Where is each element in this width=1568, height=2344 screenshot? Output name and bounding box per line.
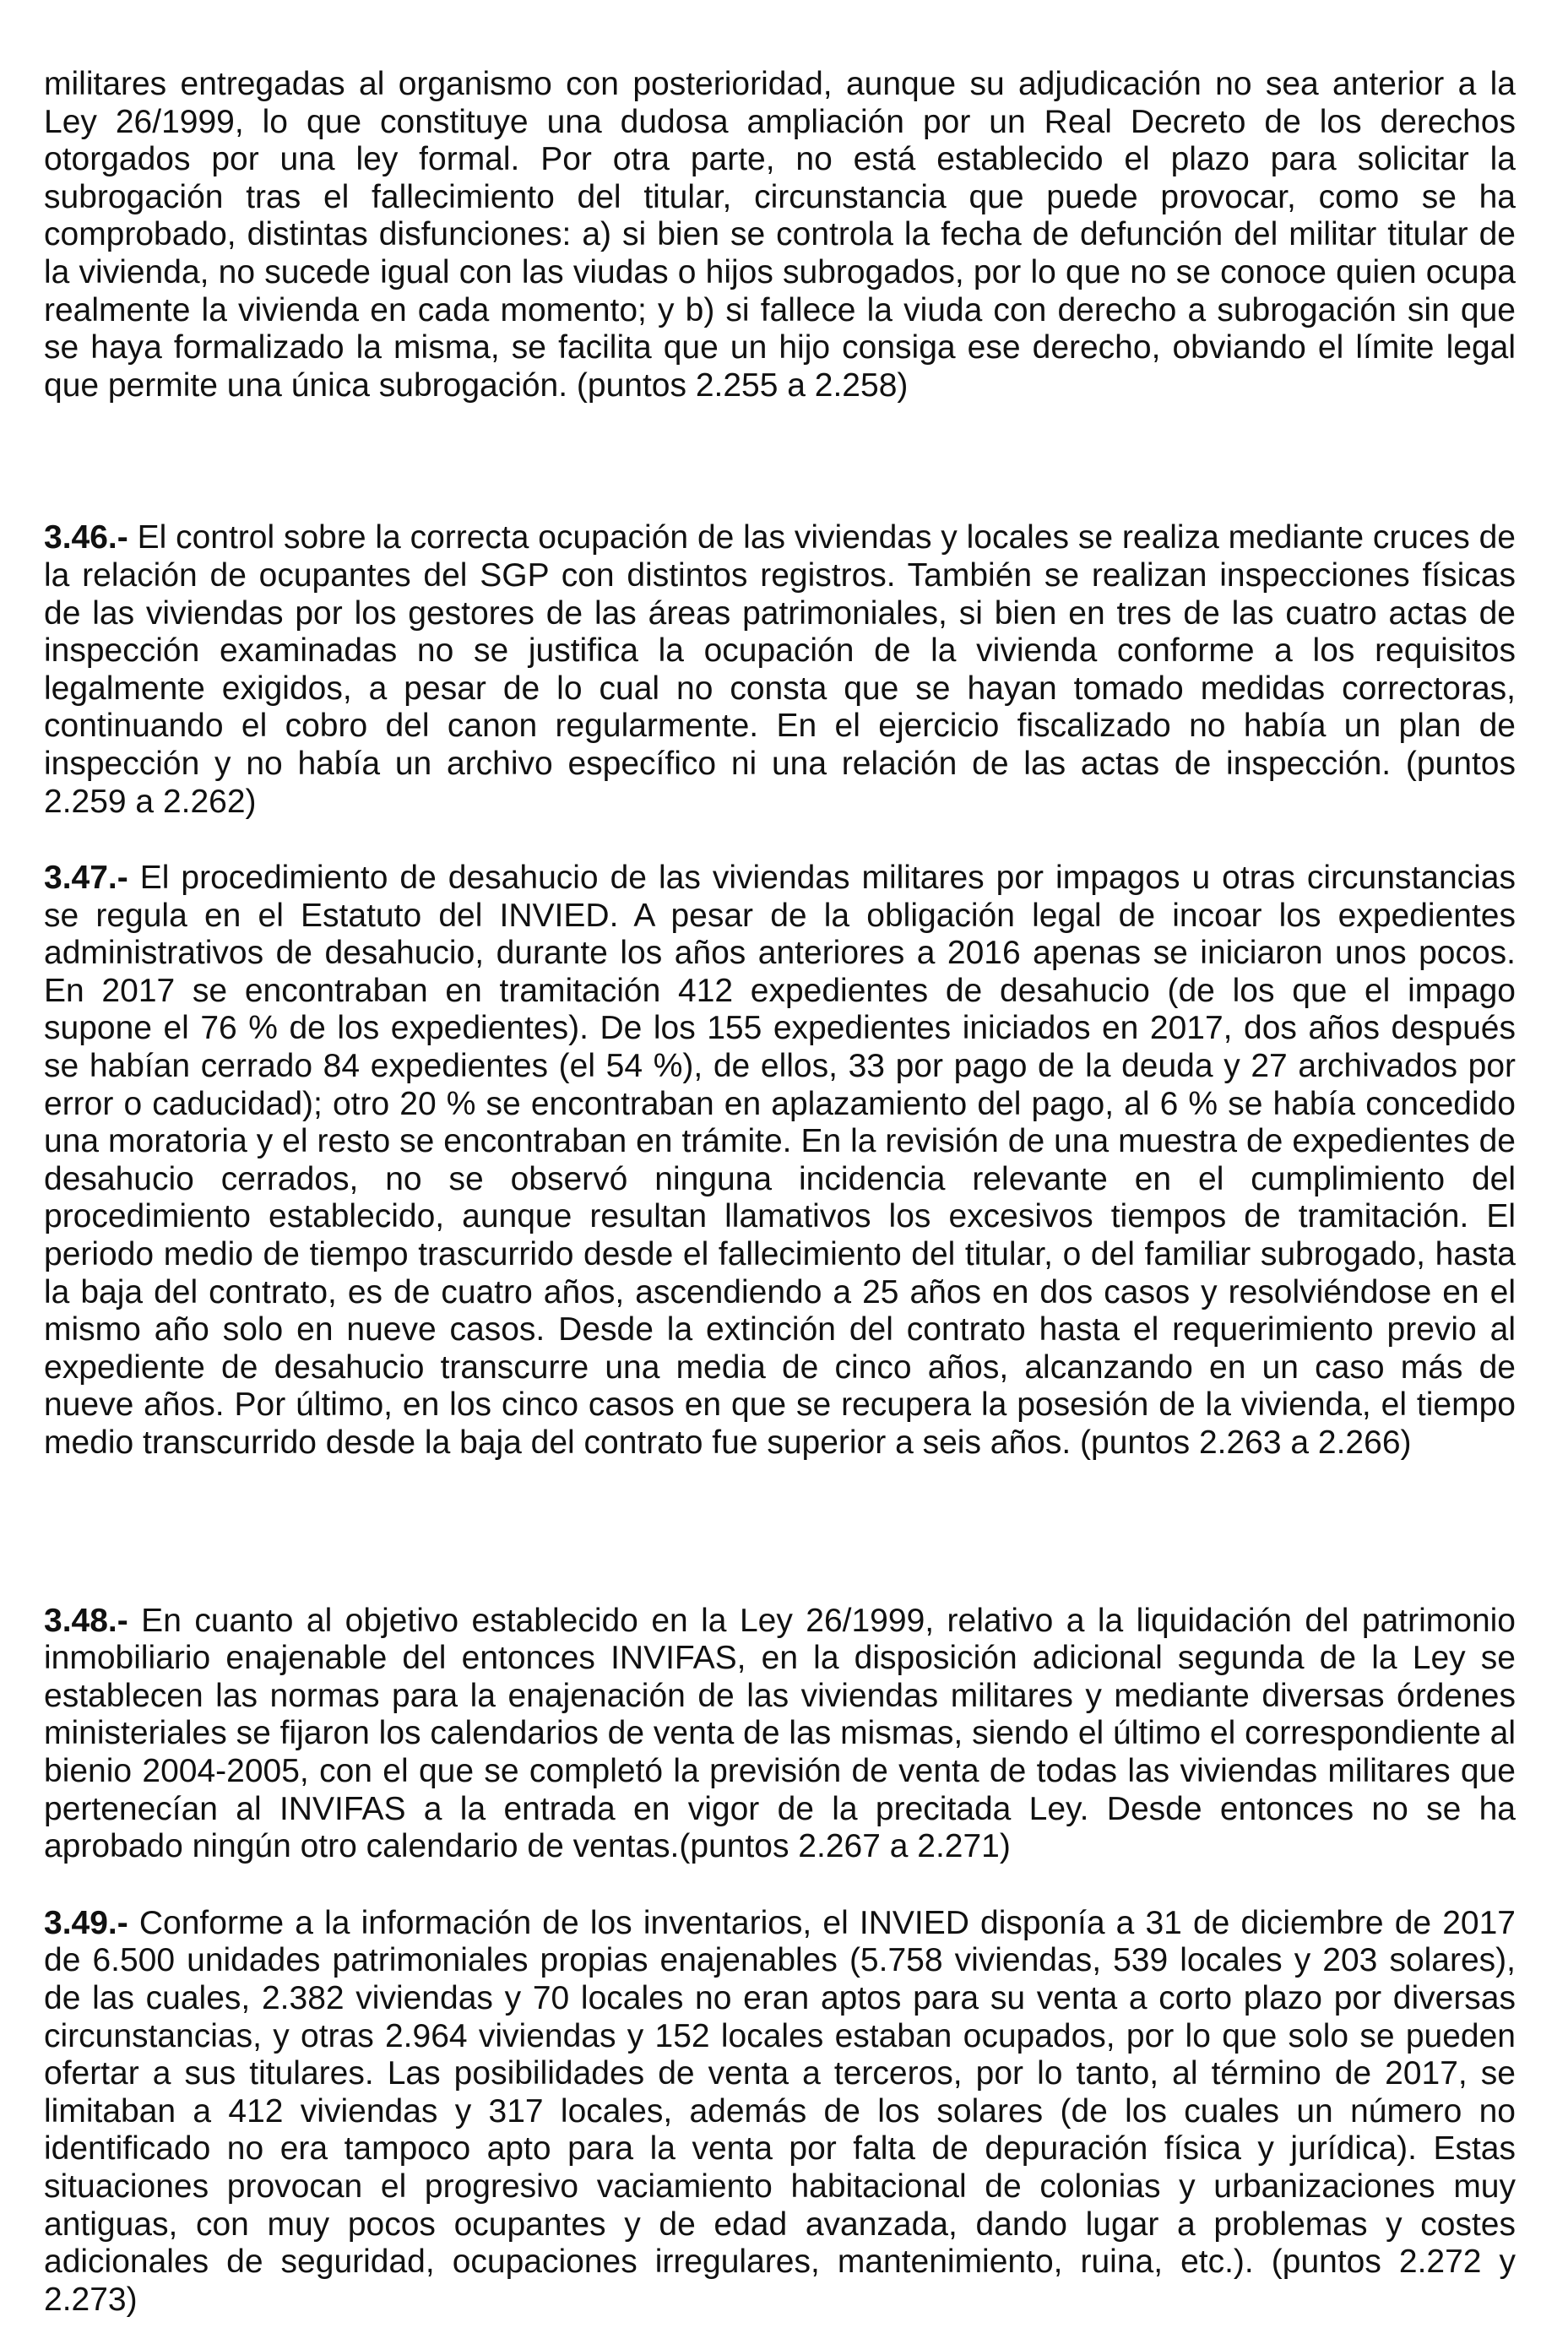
document-page [44,66,1516,2319]
paragraph-number: 3.46.- [44,519,128,556]
paragraph-text: Conforme a la información de los inventarios, el INVIED disponía a 31 de diciembre de 2017 de 6.500 unidades patrimoniales propias enajenables (5.758 viviendas, 539 locales y 203 solares), de las cuales, 2.382 viviendas y 70 locales no eran aptos para su venta a corto plazo por diversas circunstancias, y otras 2.964 viviendas y 152 locales estaban ocupados, por lo que solo se pueden ofertar a sus titulares. Las posibilidades de venta a terceros, por lo tanto, al término de 2017, se limitaban a 412 viviendas y 317 locales, además de los solares (de los cuales un número no identificado no era tampoco apto para la venta por falta de depuración física y jurídica). Estas situaciones provocan el progresivo vaciamiento habitacional de colonias y urbanizaciones muy antiguas, con muy pocos ocupantes y de edad avanzada, dando lugar a problemas y costes adicionales de seguridad, ocupaciones irregulares, mantenimiento, ruina, etc.). (puntos 2.272 y 2.273) [44,1904,1516,2318]
paragraph-number: 3.47.- [44,860,128,897]
paragraph-number: 3.49.- [44,1904,128,1941]
paragraph-3-49 [44,1905,1516,2320]
paragraph-text: El procedimiento de desahucio de las viviendas militares por impagos u otras circunstancias se regula en el Estatuto del INVIED. A pesar de la obligación legal de incoar los expedientes administrativos de desahucio, durante los años anteriores a 2016 apenas se iniciaron unos pocos. En 2017 se encontraban en tramitación 412 expedientes de desahucio (de los que el impago supone el 76 % de los expedientes). De los 155 expedientes iniciados en 2017, dos años después se habían cerrado 84 expedientes (el 54 %), de ellos, 33 por pago de la deuda y 27 archivados por error o caducidad); otro 20 % se encontraban en aplazamiento del pago, al 6 % se había concedido una moratoria y el resto se encontraban en trámite. En la revisión de una muestra de expedientes de desahucio cerrados, no se observó ninguna incidencia relevante en el cumplimiento del procedimiento establecido, aunque resultan llamativos los excesivos tiempos de tramitación. El periodo medio de tiempo trascurrido desde el fallecimiento del titular, o del familiar subrogado, hasta la baja del contrato, es de cuatro años, ascendiendo a 25 años en dos casos y resolviéndose en el mismo año solo en nueve casos. Desde la extinción del contrato hasta el requerimiento previo al expediente de desahucio transcurre una media de cinco años, alcanzando en un caso más de nueve años. Por último, en los cinco casos en que se recupera la posesión de la vivienda, el tiempo medio transcurrido desde la baja del contrato fue superior a seis años. (puntos 2.263 a 2.266) [44,860,1516,1461]
paragraph-gap [44,1866,1516,1905]
paragraph-text: El control sobre la correcta ocupación de las viviendas y locales se realiza mediante cruces de la relación de ocupantes del SGP con distintos registros. También se realizan inspecciones físicas de las viviendas por los gestores de las áreas patrimoniales, si bien en tres de las cuatro actas de inspección examinadas no se justifica la ocupación de la vivienda conforme a los requisitos legalmente exigidos, a pesar de lo cual no consta que se hayan tomado medidas correctoras, continuando el cobro del canon regularmente. En el ejercicio fiscalizado no había un plan de inspección y no había un archivo específico ni una relación de las actas de inspección. (puntos 2.259 a 2.262) [44,519,1516,820]
paragraph-3-46 [44,519,1516,821]
paragraph-3-48 [44,1603,1516,1866]
paragraph-text: militares entregadas al organismo con posterioridad, aunque su adjudicación no sea anterior a la Ley 26/1999, lo que constituye una dudosa ampliación por un Real Decreto de los derechos otorgados por una ley formal. Por otra parte, no está establecido el plazo para solicitar la subrogación tras el fallecimiento del titular, circunstancia que puede provocar, como se ha comprobado, distintas disfunciones: a) si bien se controla la fecha de defunción del militar titular de la vivienda, no sucede igual con las viudas o hijos subrogados, por lo que no se conoce quien ocupa realmente la vivienda en cada momento; y b) si fallece la viuda con derecho a subrogación sin que se haya formalizado la misma, se facilita que un hijo consiga ese derecho, obviando el límite legal que permite una única subrogación. (puntos 2.255 a 2.258) [44,66,1516,404]
paragraph-continuation [44,66,1516,404]
paragraph-number: 3.48.- [44,1602,128,1639]
paragraph-text: En cuanto al objetivo establecido en la Ley 26/1999, relativo a la liquidación del patrimonio inmobiliario enajenable del entonces INVIFAS, en la disposición adicional segunda de la Ley se establecen las normas para la enajenación de las viviendas militares y mediante diversas órdenes ministeriales se fijaron los calendarios de venta de las mismas, siendo el último el correspondiente al bienio 2004-2005, con el que se completó la previsión de venta de todas las viviendas militares que pertenecían al INVIFAS a la entrada en vigor de la precitada Ley. Desde entonces no se ha aprobado ningún otro calendario de ventas.(puntos 2.267 a 2.271) [44,1602,1516,1865]
paragraph-gap [44,404,1516,519]
paragraph-3-47 [44,860,1516,1462]
paragraph-gap [44,1462,1516,1603]
paragraph-gap [44,821,1516,860]
